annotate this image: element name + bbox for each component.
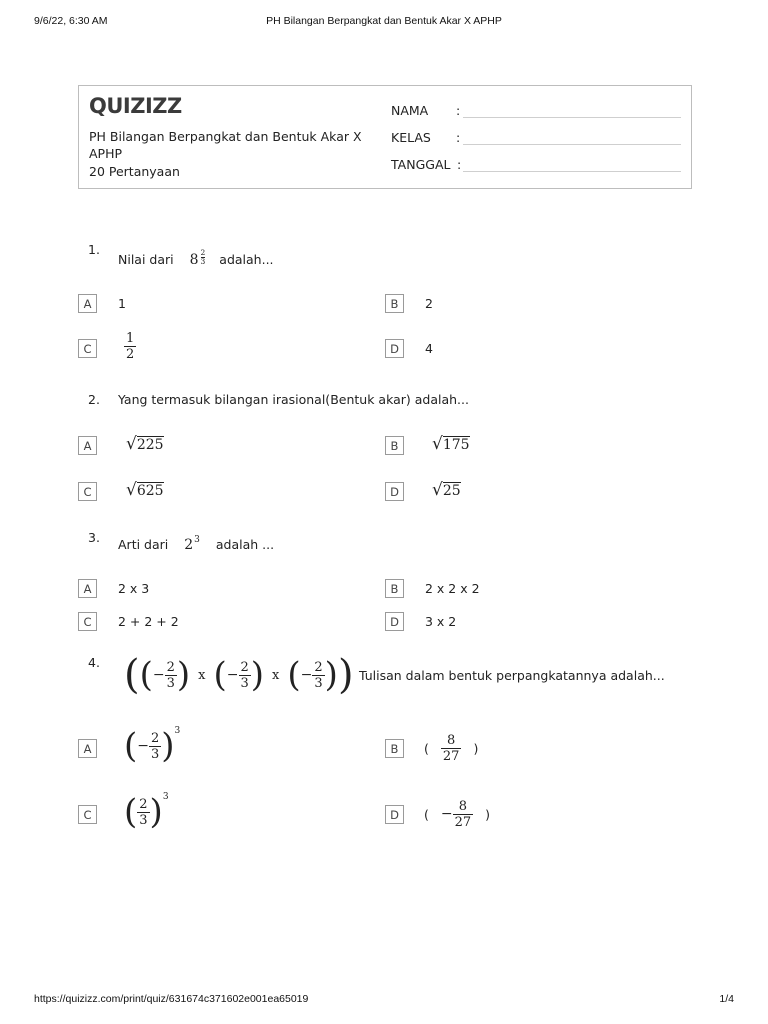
fraction-numerator: 2 (314, 659, 323, 675)
option-answer[interactable]: 2 (425, 296, 433, 311)
option-answer[interactable] (432, 480, 461, 500)
open-paren: ( (124, 726, 138, 766)
option-answer[interactable] (124, 790, 169, 834)
field-line (463, 144, 681, 145)
math-expression (189, 248, 206, 268)
close-paren: ) (485, 806, 491, 822)
fraction-denominator: 2 (126, 347, 135, 362)
fraction-denominator: 3 (240, 675, 249, 691)
field-nama (391, 103, 461, 118)
field-label: TANGGAL (391, 157, 451, 172)
option-letter-box[interactable]: A (78, 579, 97, 598)
option-letter-box[interactable]: D (385, 339, 404, 358)
square-root (126, 480, 164, 500)
fraction-numerator: 2 (240, 659, 249, 675)
fraction-denominator: 27 (454, 814, 472, 830)
question-text (118, 535, 274, 553)
square-root (432, 434, 470, 454)
close-paren: ) (324, 655, 338, 695)
open-paren: ( (124, 652, 140, 698)
open-paren: ( (424, 806, 429, 822)
close-paren: ) (337, 652, 354, 698)
radicand: 25 (442, 483, 461, 499)
radical-sign: √ (126, 434, 137, 454)
question-number: 4. (88, 655, 100, 670)
fraction-numerator: 1 (126, 331, 135, 346)
question-count: 20 Pertanyaan (89, 164, 180, 179)
fraction-denominator: 3 (166, 675, 175, 691)
close-paren: ) (250, 655, 265, 695)
open-paren: ( (213, 655, 227, 695)
minus-sign: − (152, 667, 165, 683)
field-line (463, 171, 681, 172)
radical-sign: √ (432, 434, 443, 454)
exponent: 3 (174, 726, 181, 736)
math-exponent: 3 (194, 535, 200, 545)
radical-sign: √ (432, 480, 443, 500)
question-text: Yang termasuk bilangan irasional(Bentuk akar) adalah... (118, 392, 469, 407)
option-answer[interactable]: 2 x 3 (118, 581, 150, 596)
question-expression (124, 654, 354, 696)
open-paren: ( (139, 655, 153, 695)
field-kelas (391, 130, 461, 145)
fraction-numerator: 8 (458, 798, 468, 814)
option-letter-box[interactable]: D (385, 482, 404, 501)
field-colon: : (456, 103, 461, 118)
field-colon: : (457, 157, 462, 172)
fraction (124, 331, 136, 362)
option-answer[interactable]: 2 + 2 + 2 (118, 614, 179, 629)
fraction (165, 660, 177, 691)
option-answer[interactable]: 1 (118, 296, 126, 311)
close-paren: ) (176, 655, 191, 695)
question-number: 3. (88, 530, 100, 545)
times-sign: x (198, 667, 206, 683)
close-paren: ) (149, 792, 163, 832)
fraction-denominator: 3 (314, 675, 323, 691)
minus-sign: − (300, 667, 313, 683)
field-line (463, 117, 681, 118)
math-base: 8 (189, 252, 199, 268)
question-number: 1. (88, 242, 100, 257)
print-url: https://quizizz.com/print/quiz/631674c371602e001ea65019 (34, 993, 309, 1005)
option-letter-box[interactable]: D (385, 805, 404, 824)
option-letter-box[interactable]: B (385, 436, 404, 455)
square-root (126, 434, 164, 454)
open-paren: ( (287, 655, 301, 695)
minus-sign: − (226, 667, 239, 683)
fraction (149, 731, 161, 762)
option-answer[interactable] (126, 434, 164, 454)
print-page-number: 1/4 (719, 993, 734, 1005)
math-exponent-den: 3 (200, 257, 206, 266)
field-label: KELAS (391, 130, 431, 145)
option-answer[interactable]: 3 x 2 (425, 614, 457, 629)
question-text-after: adalah... (219, 252, 274, 267)
fraction (137, 797, 149, 828)
fraction-denominator: 27 (442, 748, 460, 764)
option-letter-box[interactable]: B (385, 294, 404, 313)
option-letter-box[interactable]: A (78, 294, 97, 313)
math-expression (184, 537, 200, 553)
fraction (312, 660, 324, 691)
quiz-title: PH Bilangan Berpangkat dan Bentuk Akar X APHP (89, 129, 362, 161)
open-paren: ( (124, 792, 138, 832)
option-answer[interactable] (424, 728, 478, 768)
question-text-before: Arti dari (118, 537, 169, 552)
option-letter-box[interactable]: B (385, 739, 404, 758)
fraction (453, 799, 474, 830)
fraction-numerator: 2 (166, 659, 175, 675)
fraction-numerator: 8 (447, 732, 456, 748)
option-answer[interactable] (124, 724, 180, 768)
times-sign: x (272, 667, 280, 683)
math-exponent-num: 2 (200, 248, 206, 257)
fraction-numerator: 2 (139, 796, 148, 812)
field-label: NAMA (391, 103, 429, 118)
close-paren: ) (161, 726, 175, 766)
quizizz-logo: QUIZIZZ (89, 94, 182, 118)
minus-sign: − (137, 738, 149, 754)
math-base: 2 (184, 537, 194, 553)
fraction (239, 660, 251, 691)
option-answer[interactable]: 4 (425, 341, 433, 356)
option-letter-box[interactable]: B (385, 579, 404, 598)
option-letter-box[interactable]: C (78, 612, 97, 631)
option-letter-box[interactable]: A (78, 436, 97, 455)
option-answer[interactable]: 2 x 2 x 2 (425, 581, 480, 596)
option-letter-box[interactable]: D (385, 612, 404, 631)
close-paren: ) (473, 740, 479, 756)
question-text-before: Nilai dari (118, 252, 174, 267)
question-text (118, 249, 274, 268)
quiz-header-box (78, 85, 692, 189)
option-letter-box[interactable]: C (78, 482, 97, 501)
option-letter-box[interactable]: A (78, 739, 97, 758)
question-text-after: adalah ... (215, 537, 275, 552)
fraction (441, 733, 462, 764)
option-letter-box[interactable]: C (78, 339, 97, 358)
option-answer[interactable] (424, 794, 490, 834)
print-date: 9/6/22, 6:30 AM (34, 15, 108, 27)
question-text: Tulisan dalam bentuk perpangkatannya adalah... (359, 668, 665, 683)
field-colon: : (456, 130, 461, 145)
radical-sign: √ (126, 480, 137, 500)
fraction-numerator: 2 (151, 730, 160, 746)
option-answer[interactable] (124, 331, 136, 362)
option-answer[interactable] (432, 434, 470, 454)
minus-sign: − (440, 806, 453, 822)
fraction-denominator: 3 (139, 812, 148, 828)
fraction-denominator: 3 (151, 746, 160, 762)
radicand: 625 (136, 483, 164, 499)
math-exponent-fraction (201, 249, 206, 266)
print-title: PH Bilangan Berpangkat dan Bentuk Akar X APHP (266, 15, 502, 27)
radicand: 175 (442, 437, 470, 453)
option-answer[interactable] (126, 480, 164, 500)
question-number: 2. (88, 392, 100, 407)
field-tanggal (391, 157, 462, 172)
exponent: 3 (162, 792, 169, 802)
open-paren: ( (424, 740, 429, 756)
square-root (432, 480, 461, 500)
option-letter-box[interactable]: C (78, 805, 97, 824)
radicand: 225 (136, 437, 164, 453)
